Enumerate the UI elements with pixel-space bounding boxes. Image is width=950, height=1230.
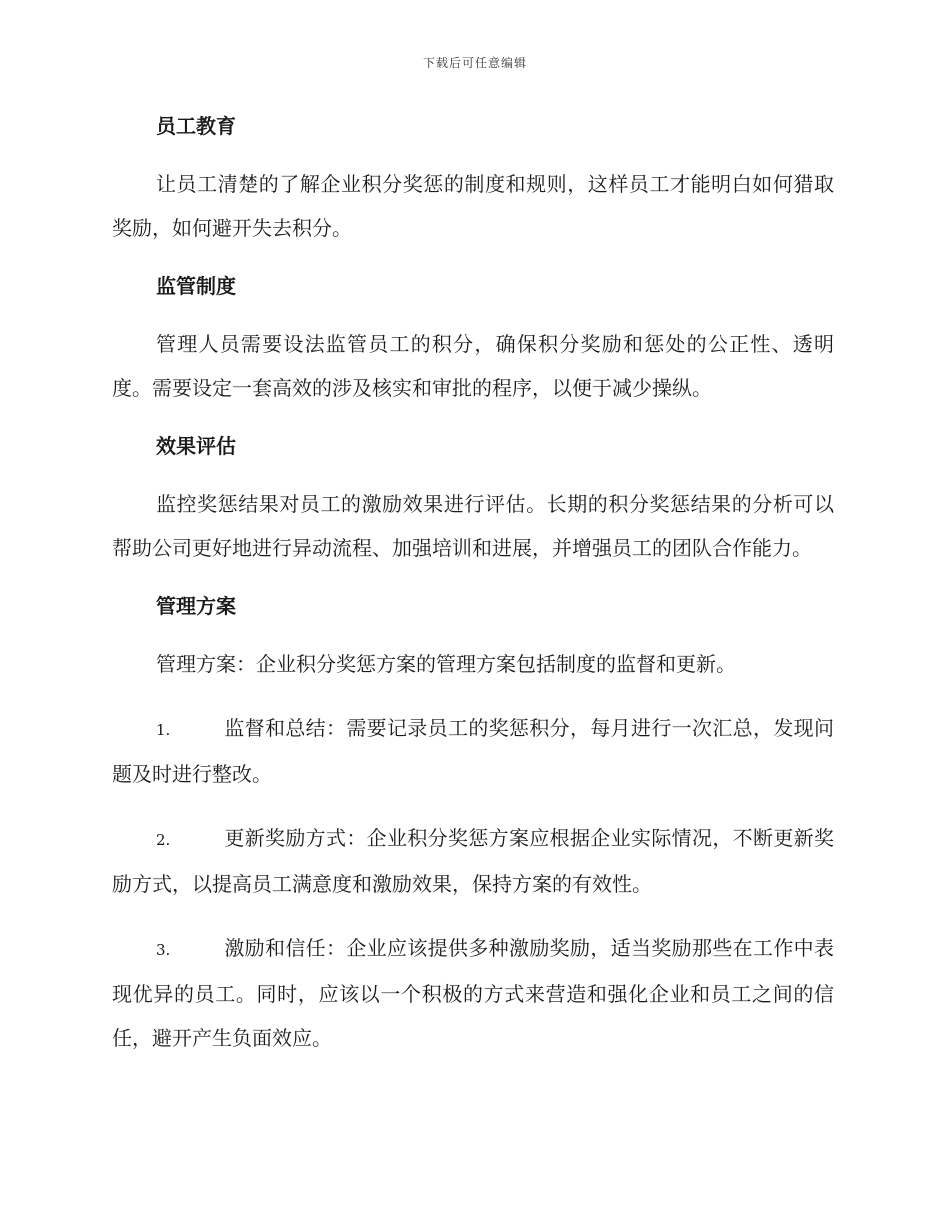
section-heading-employee-education: 员工教育 xyxy=(156,114,236,138)
paragraph-supervision: 管理人员需要设法监管员工的积分，确保积分奖励和惩处的公正性、透明度。需要设定一套高效的涉及核实和审批的程序，以便于减少操纵。 xyxy=(112,332,834,400)
document-body xyxy=(112,110,834,1060)
paragraph-management-plan: 管理方案：企业积分奖惩方案的管理方案包括制度的监督和更新。 xyxy=(156,652,736,676)
paragraph-employee-education: 让员工清楚的了解企业积分奖惩的制度和规则，这样员工才能明白如何猎取奖励，如何避开失去积分。 xyxy=(112,172,834,240)
list-item xyxy=(112,706,834,796)
section-heading-supervision: 监管制度 xyxy=(156,274,236,298)
page-header: 下载后可任意编辑 xyxy=(422,56,527,70)
list-item-text: 激励和信任：企业应该提供多种激励奖励，适当奖励那些在工作中表现优异的员工。同时，应该以一个积极的方式来营造和强化企业和员工之间的信任，避开产生负面效应。 xyxy=(112,936,834,1050)
list-item xyxy=(112,816,834,906)
list-number: 2. xyxy=(156,831,171,849)
list-item-text: 监督和总结：需要记录员工的奖惩积分，每月进行一次汇总，发现问题及时进行整改。 xyxy=(112,716,834,786)
section-heading-management-plan: 管理方案 xyxy=(156,594,236,618)
list-number: 3. xyxy=(156,941,171,959)
list-number: 1. xyxy=(156,721,171,739)
section-heading-evaluation: 效果评估 xyxy=(156,434,236,458)
paragraph-evaluation: 监控奖惩结果对员工的激励效果进行评估。长期的积分奖惩结果的分析可以帮助公司更好地进行异动流程、加强培训和进展，并增强员工的团队合作能力。 xyxy=(112,492,834,560)
list-item xyxy=(112,926,834,1060)
list-item-text: 更新奖励方式：企业积分奖惩方案应根据企业实际情况，不断更新奖励方式，以提高员工满意度和激励效果，保持方案的有效性。 xyxy=(112,826,834,896)
